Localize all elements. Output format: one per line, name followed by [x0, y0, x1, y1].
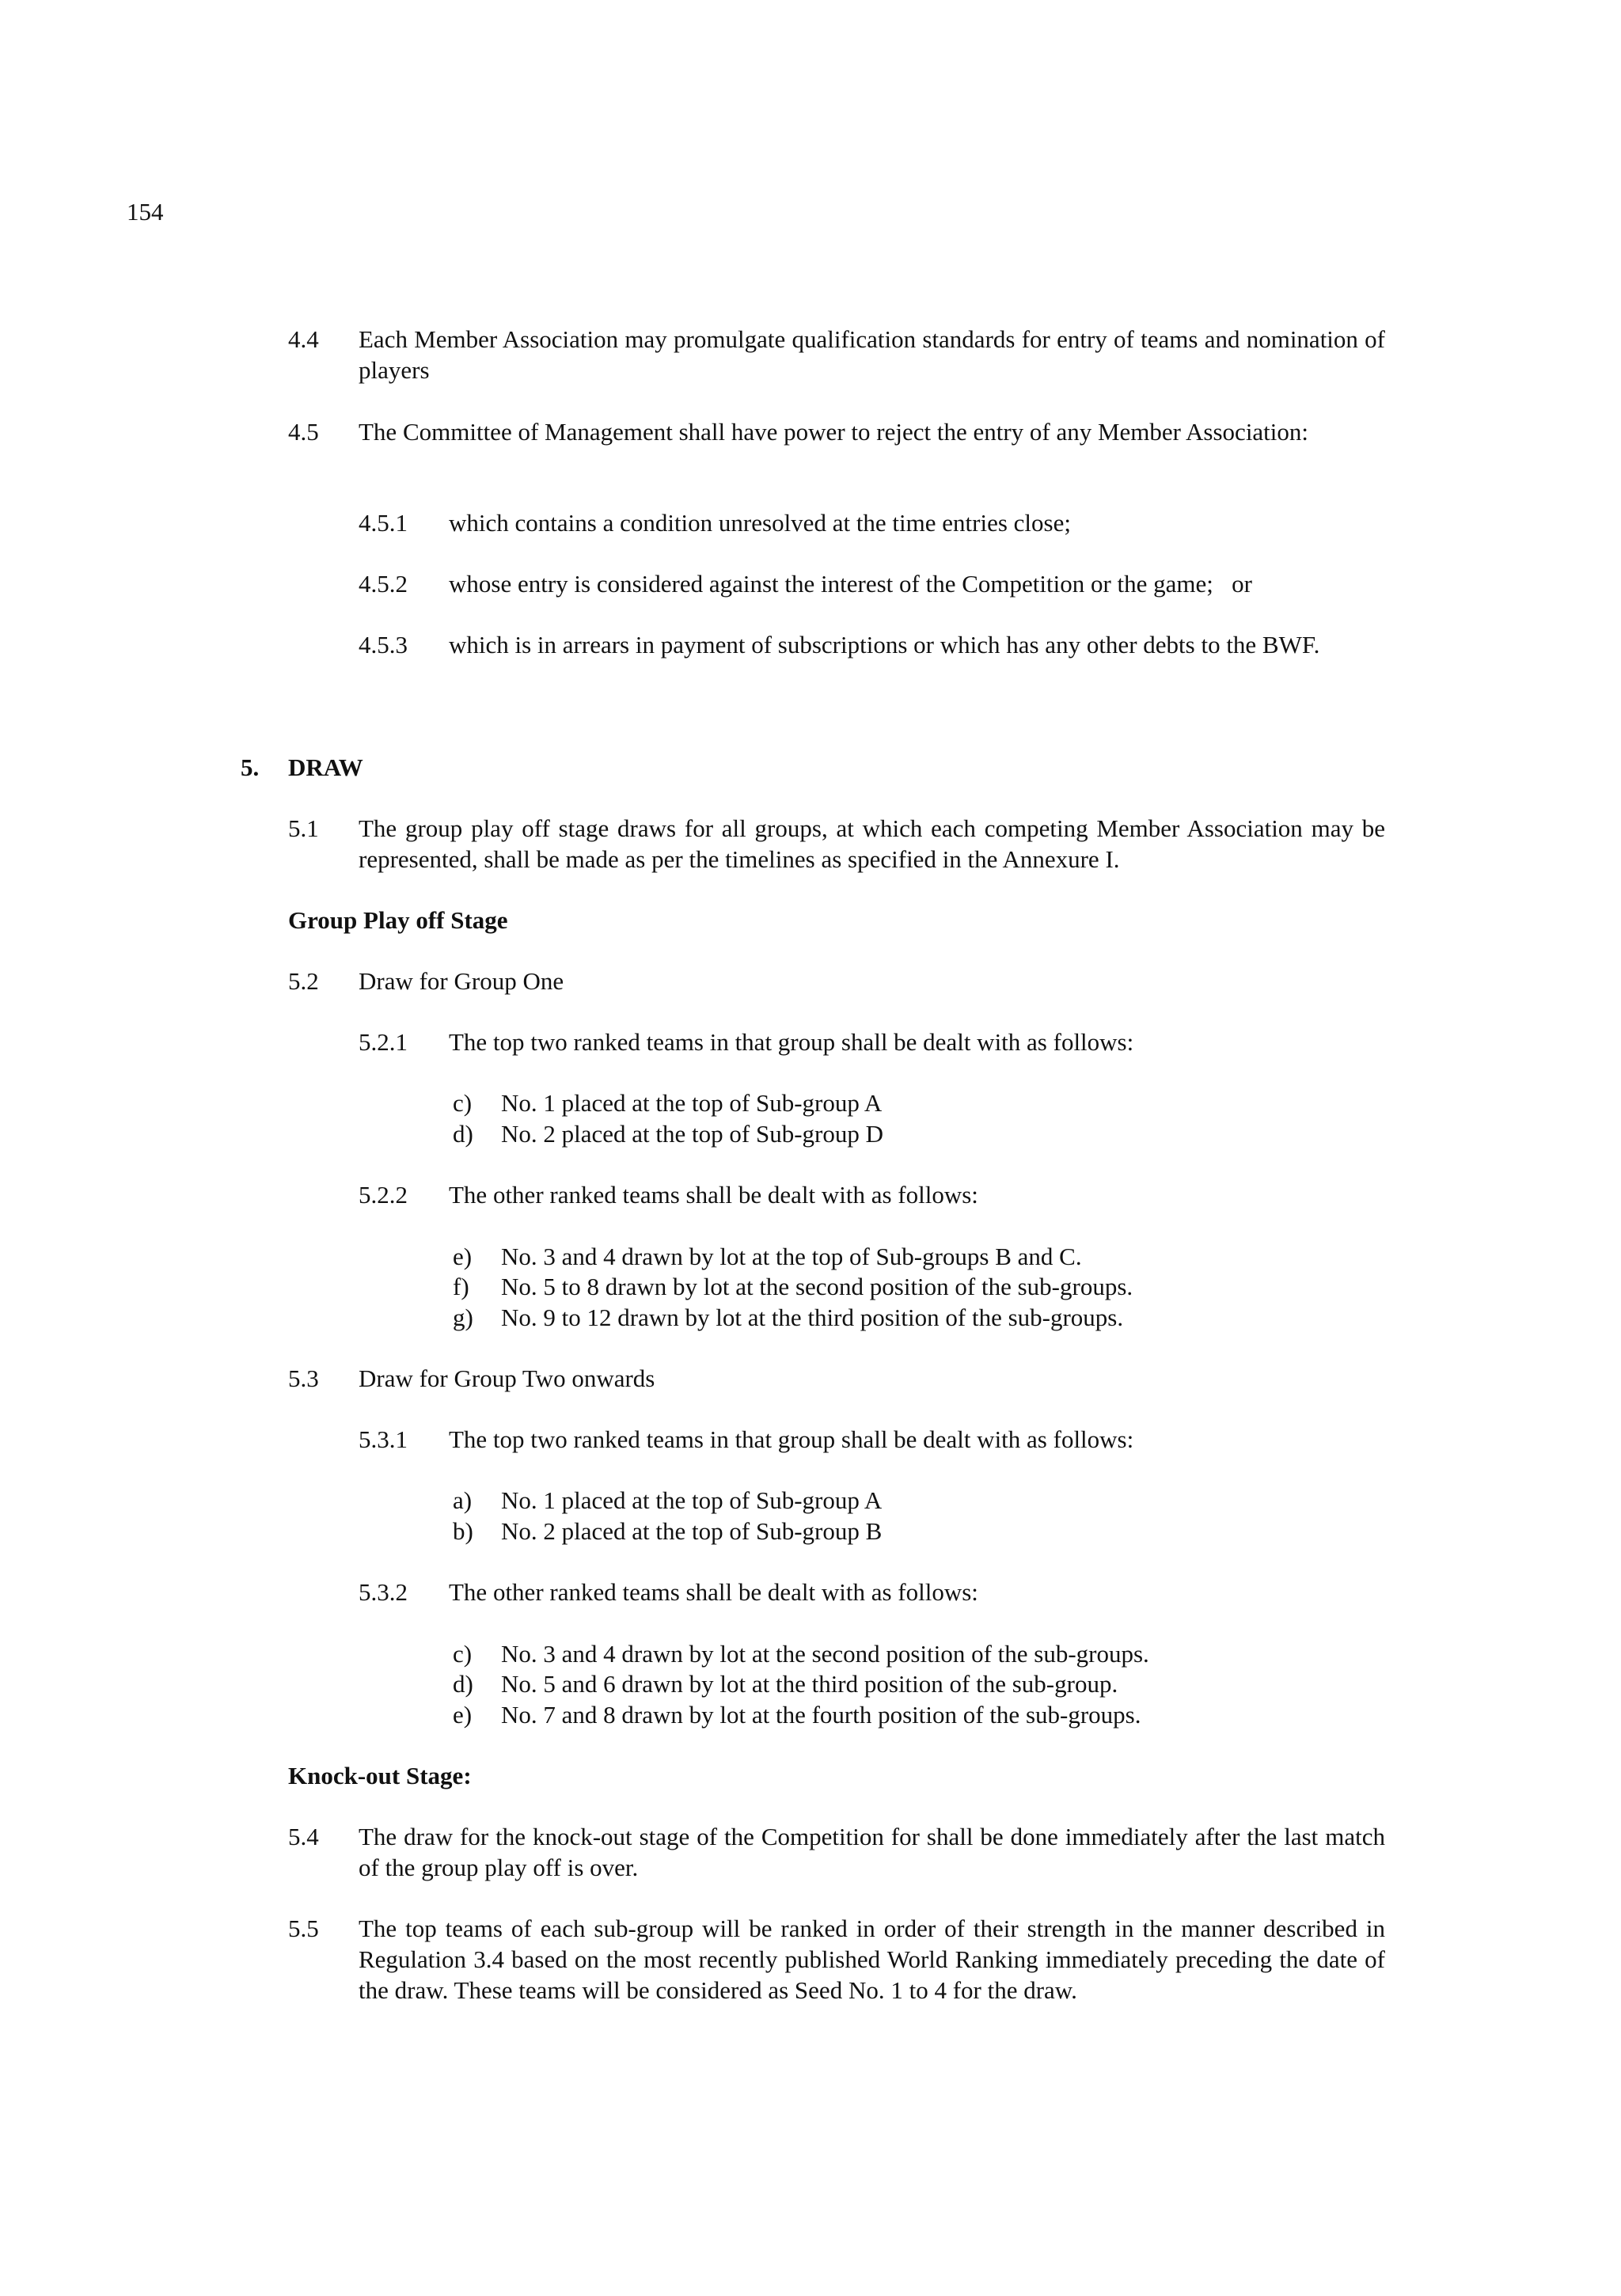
clause-number-5-2-2: 5.2.2 [359, 1181, 408, 1209]
section-title: DRAW [288, 753, 363, 781]
clause-number-4-5-2: 4.5.2 [359, 570, 408, 598]
clause-text-5-2: Draw for Group One [359, 967, 564, 995]
subheading-knockout: Knock-out Stage: [288, 1762, 472, 1789]
list-item: No. 9 to 12 drawn by lot at the third position of the sub-groups. [501, 1304, 1124, 1331]
clause-text-4-5-3: which is in arrears in payment of subscriptions or which has any other debts to the BWF. [449, 631, 1320, 658]
list-letter: g) [453, 1304, 473, 1331]
list-item: No. 5 and 6 drawn by lot at the third position of the sub-group. [501, 1670, 1118, 1698]
clause-number-5-3: 5.3 [288, 1364, 319, 1392]
list-letter: d) [453, 1670, 473, 1698]
clause-text-5-5: The top teams of each sub-group will be ranked in order of their strength in the manner described in Regulation 3.4 based on the most recently published World Ranking immediately preceding the date of the draw. These teams will be considered as Seed No. 1 to 4 for the draw. [359, 1915, 1385, 2004]
clause-text-5-3: Draw for Group Two onwards [359, 1364, 655, 1392]
list-item: No. 2 placed at the top of Sub-group D [501, 1120, 883, 1148]
list-letter: d) [453, 1120, 473, 1148]
clause-number-5-4: 5.4 [288, 1823, 319, 1850]
page-number: 154 [127, 198, 164, 226]
list-letter: c) [453, 1089, 473, 1117]
list-letter: c) [453, 1640, 473, 1668]
clause-number-5-5: 5.5 [288, 1915, 319, 1942]
list-letter: a) [453, 1486, 473, 1514]
list-item: No. 1 placed at the top of Sub-group A [501, 1486, 883, 1514]
list-item: No. 7 and 8 drawn by lot at the fourth position of the sub-groups. [501, 1701, 1141, 1729]
clause-text-5-2-1: The top two ranked teams in that group shall be dealt with as follows: [449, 1028, 1134, 1056]
clause-text-5-4: The draw for the knock-out stage of the Competition for shall be done immediately after the last match of the group play off is over. [359, 1823, 1385, 1881]
list-letter: b) [453, 1517, 473, 1545]
clause-text-4-5: The Committee of Management shall have power to reject the entry of any Member Association: [359, 418, 1309, 446]
clause-number-4-4: 4.4 [288, 325, 319, 353]
clause-text-4-5-2: whose entry is considered against the interest of the Competition or the game; or [449, 570, 1252, 598]
clause-number-5-3-1: 5.3.1 [359, 1425, 408, 1453]
list-letter: e) [453, 1243, 473, 1270]
list-item: No. 5 to 8 drawn by lot at the second position of the sub-groups. [501, 1273, 1133, 1300]
clause-number-4-5-1: 4.5.1 [359, 509, 408, 537]
clause-text-5-2-2: The other ranked teams shall be dealt with as follows: [449, 1181, 978, 1209]
clause-number-5-1: 5.1 [288, 814, 319, 842]
clause-text-4-4: Each Member Association may promulgate qualification standards for entry of teams and nomination of players [359, 325, 1385, 384]
list-letter: f) [453, 1273, 469, 1300]
clause-number-4-5: 4.5 [288, 418, 319, 446]
list-item: No. 3 and 4 drawn by lot at the top of Sub-groups B and C. [501, 1243, 1082, 1270]
clause-text-4-5-1: which contains a condition unresolved at the time entries close; [449, 509, 1071, 537]
clause-number-5-3-2: 5.3.2 [359, 1578, 408, 1606]
subheading-group-play-off: Group Play off Stage [288, 906, 508, 934]
list-item: No. 1 placed at the top of Sub-group A [501, 1089, 883, 1117]
clause-number-5-2-1: 5.2.1 [359, 1028, 408, 1056]
list-item: No. 3 and 4 drawn by lot at the second position of the sub-groups. [501, 1640, 1149, 1668]
list-item: No. 2 placed at the top of Sub-group B [501, 1517, 883, 1545]
clause-number-4-5-3: 4.5.3 [359, 631, 408, 658]
clause-text-5-3-2: The other ranked teams shall be dealt with as follows: [449, 1578, 978, 1606]
clause-number-5-2: 5.2 [288, 967, 319, 995]
list-letter: e) [453, 1701, 473, 1729]
section-number: 5. [241, 753, 260, 781]
clause-text-5-1: The group play off stage draws for all groups, at which each competing Member Association may be represented, shall be made as per the timelines as specified in the Annexure I. [359, 814, 1385, 873]
clause-text-5-3-1: The top two ranked teams in that group shall be dealt with as follows: [449, 1425, 1134, 1453]
